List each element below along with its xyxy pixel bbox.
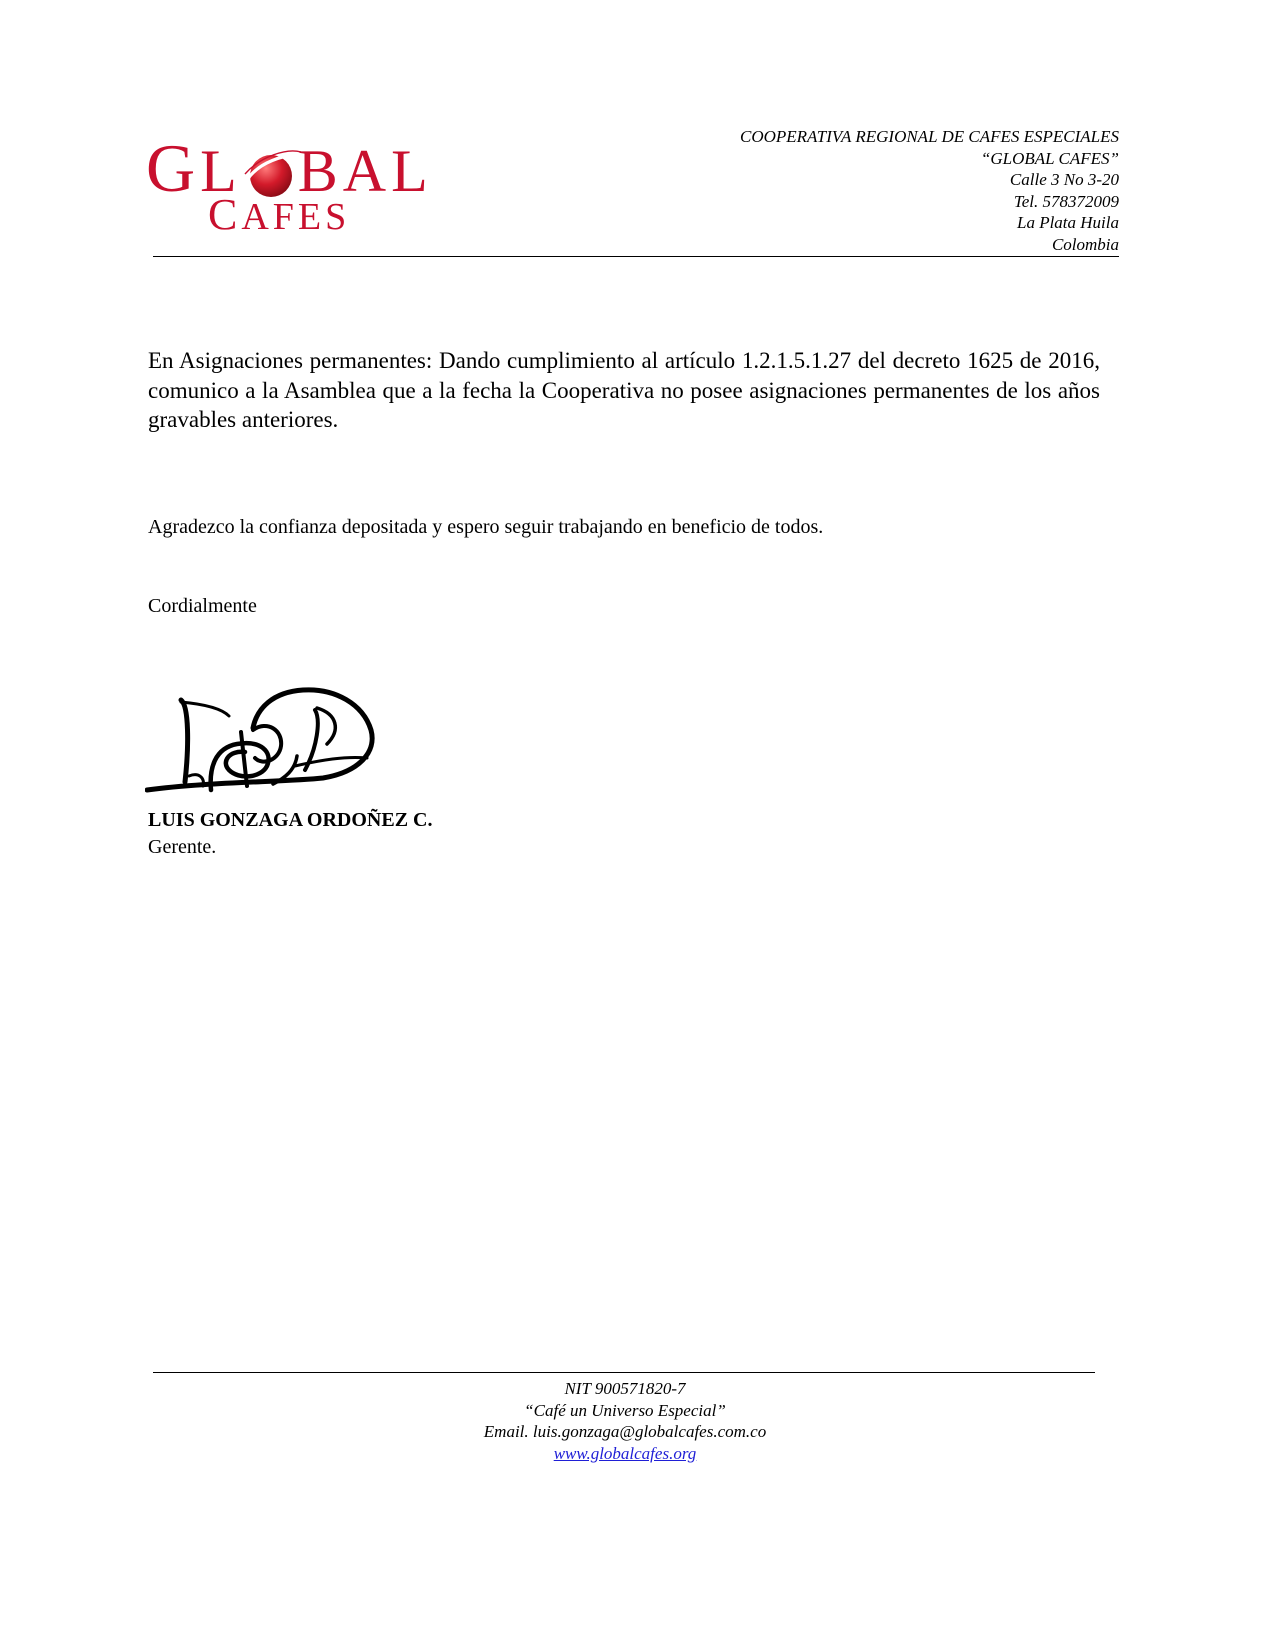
org-country: Colombia — [1051, 234, 1119, 254]
org-city: La Plata Huila — [1016, 213, 1119, 232]
footer-divider — [153, 1372, 1095, 1373]
org-phone: Tel. 578372009 — [1013, 191, 1119, 211]
header-divider — [153, 256, 1119, 257]
body-paragraph-main: En Asignaciones permanentes: Dando cumplimiento al artículo 1.2.1.5.1.27 del decreto 1625 de 2016, comunico a la Asamblea que a la fecha la Cooperativa no posee asignaciones permanentes de los años gravables anteriores. — [148, 348, 1100, 432]
letterhead-address-block — [740, 126, 1119, 255]
org-name: COOPERATIVA REGIONAL DE CAFES ESPECIALES — [740, 127, 1119, 146]
global-cafes-logo — [146, 130, 433, 239]
footer-nit: NIT 900571820-7 — [564, 1379, 686, 1398]
signer-title: Gerente. — [148, 836, 217, 858]
footer-website-link[interactable]: www.globalcafes.org — [553, 1443, 697, 1463]
logo-wordmark-global: GL BAL — [146, 130, 433, 206]
handwritten-signature — [145, 686, 385, 802]
footer-block — [0, 1378, 1250, 1464]
footer-slogan: “Café un Universo Especial” — [524, 1400, 726, 1420]
org-address: Calle 3 No 3-20 — [1009, 170, 1119, 189]
closing-salutation: Cordialmente — [148, 595, 257, 617]
org-short-name: “GLOBAL CAFES” — [980, 148, 1119, 168]
body-paragraph-thanks: Agradezco la confianza depositada y espero seguir trabajando en beneficio de todos. — [148, 516, 824, 538]
signer-name: LUIS GONZAGA ORDOÑEZ C. — [148, 809, 433, 831]
footer-email: Email. luis.gonzaga@globalcafes.com.co — [483, 1422, 767, 1441]
logo-wordmark-cafes: CAFES — [208, 190, 351, 239]
globe-icon — [241, 144, 301, 204]
